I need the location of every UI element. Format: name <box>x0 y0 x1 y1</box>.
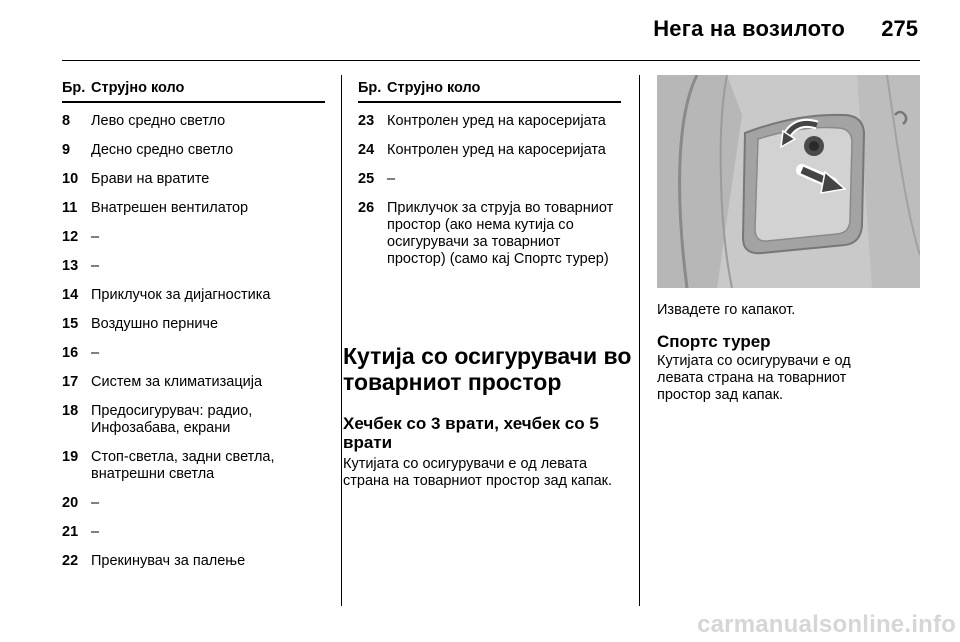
row-number: 25 <box>358 171 375 187</box>
table-row <box>62 345 325 362</box>
row-text: Десно средно светло <box>91 142 234 158</box>
row-number: 21 <box>62 524 79 540</box>
row-number: 18 <box>62 403 79 419</box>
row-number: 11 <box>62 200 78 216</box>
table-row <box>62 553 325 570</box>
column-header-number: Бр. <box>62 80 86 96</box>
column-header-number: Бр. <box>358 80 382 96</box>
table-header <box>62 80 325 103</box>
section-paragraph: Кутијата со осигурувачи е од левата страна на товарниот простор зад капак. <box>343 456 613 489</box>
row-text: – <box>91 495 100 511</box>
row-number: 9 <box>62 142 71 158</box>
table-row <box>358 113 621 130</box>
fuse-table-left <box>62 80 325 570</box>
row-number: 26 <box>358 200 375 216</box>
table-row <box>62 374 325 391</box>
row-number: 14 <box>62 287 79 303</box>
column-divider <box>639 75 640 606</box>
sports-tourer-heading: Спортс турер <box>657 332 771 351</box>
table-row <box>62 287 325 304</box>
row-text: – <box>387 171 396 187</box>
row-text: Приклучок за дијагностика <box>91 287 271 303</box>
row-text: Лево средно светло <box>91 113 226 129</box>
table-row <box>358 200 621 268</box>
table-row <box>62 113 325 130</box>
section-heading: Кутија со осигурувачи во товарниот простор <box>343 343 632 395</box>
watermark: carmanualsonline.info <box>697 611 956 638</box>
row-number: 15 <box>62 316 79 332</box>
column-header-circuit: Струјно коло <box>91 80 185 96</box>
row-text: – <box>91 258 100 274</box>
row-text: – <box>91 229 100 245</box>
row-text: – <box>91 345 100 361</box>
header-rule <box>62 60 920 61</box>
header-title: Нега на возилото <box>653 16 845 41</box>
table-row <box>62 403 325 437</box>
row-number: 10 <box>62 171 79 187</box>
table-row <box>358 142 621 159</box>
fuse-box-cover-illustration <box>657 75 920 288</box>
page-number: 275 <box>881 16 918 41</box>
section-subheading: Хечбек со 3 врати, хечбек со 5 врати <box>343 414 599 452</box>
table-row <box>62 495 325 512</box>
row-number: 22 <box>62 553 79 569</box>
table-row <box>62 171 325 188</box>
row-text: Внатрешен вентилатор <box>91 200 249 216</box>
row-text: Приклучок за струја во товарниот простор (ако нема кутија со осигурувачи за товарниот простор) (само кај Спортс турер) <box>387 200 614 267</box>
figure-caption: Извадете го капакот. <box>657 302 796 318</box>
row-number: 8 <box>62 113 71 129</box>
column-header-circuit: Струјно коло <box>387 80 481 96</box>
table-row <box>62 142 325 159</box>
row-number: 23 <box>358 113 375 129</box>
fuse-table-middle <box>358 80 621 268</box>
table-header <box>358 80 621 103</box>
row-number: 13 <box>62 258 79 274</box>
row-number: 12 <box>62 229 79 245</box>
row-text: Контролен уред на каросеријата <box>387 142 606 158</box>
sports-tourer-paragraph: Кутијата со осигурувачи е од левата страна на товарниот простор зад капак. <box>657 353 851 403</box>
row-text: – <box>91 524 100 540</box>
table-row <box>358 171 621 188</box>
row-number: 16 <box>62 345 79 361</box>
table-row <box>62 524 325 541</box>
cargo-compartment-drawing <box>657 75 920 288</box>
row-text: Стоп-светла, задни светла, внатрешни светла <box>91 449 275 482</box>
row-number: 17 <box>62 374 79 390</box>
table-row <box>62 200 325 217</box>
table-row <box>62 229 325 246</box>
table-row <box>62 316 325 333</box>
row-number: 19 <box>62 449 79 465</box>
row-text: Предосигурувач: радио, Инфозабава, екрани <box>91 403 253 436</box>
row-text: Прекинувач за палење <box>91 553 246 569</box>
table-row <box>62 258 325 275</box>
column-divider <box>341 75 342 606</box>
row-text: Воздушно перниче <box>91 316 219 332</box>
row-text: Контролен уред на каросеријата <box>387 113 606 129</box>
table-row <box>62 449 325 483</box>
row-text: Систем за климатизација <box>91 374 263 390</box>
row-number: 24 <box>358 142 375 158</box>
row-text: Брави на вратите <box>91 171 210 187</box>
row-number: 20 <box>62 495 79 511</box>
